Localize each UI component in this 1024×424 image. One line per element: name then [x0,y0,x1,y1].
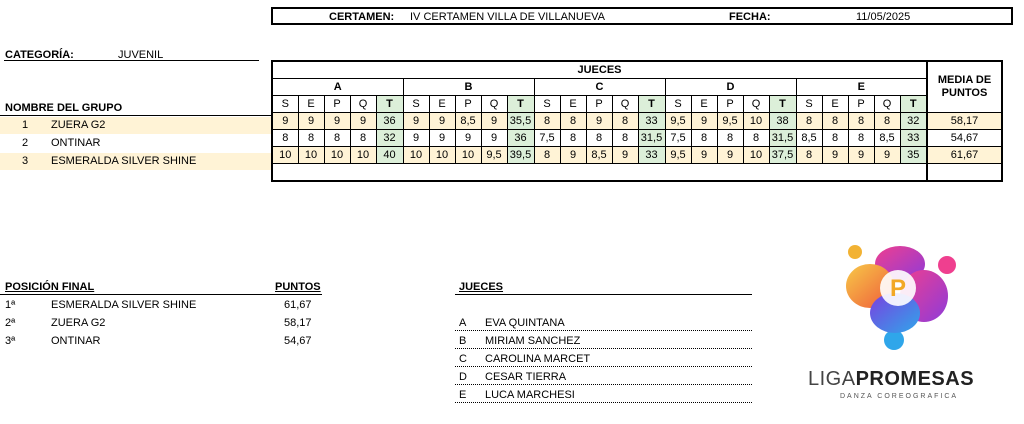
subcolumn-header: Q [874,96,900,113]
score-row [272,113,1002,130]
subcolumn-header: T [769,96,796,113]
judge-entry [455,335,752,349]
score-cell: 8 [586,130,612,147]
group-name: ONTINAR [51,137,101,149]
score-cell: 9 [874,147,900,164]
final-name: ONTINAR [51,335,101,347]
final-pos: 1ª [5,299,16,311]
score-cell: 9 [848,147,874,164]
final-points-title: PUNTOS [275,281,321,293]
score-cell: 9 [586,113,612,130]
score-cell: 10 [403,147,429,164]
final-name: ZUERA G2 [51,317,106,329]
judge-name: MIRIAM SANCHEZ [485,335,581,347]
group-row [0,135,271,152]
judge-name: CAROLINA MARCET [485,353,591,365]
score-cell: 9,5 [665,113,691,130]
score-cell: 9 [481,130,507,147]
subcolumn-header: E [560,96,586,113]
score-cell: 8 [324,130,350,147]
table-footer-spacer [272,164,927,182]
judge-total-cell: 33 [638,113,665,130]
score-cell: 8 [874,113,900,130]
subcolumn-header: E [429,96,455,113]
judge-name: EVA QUINTANA [485,317,565,329]
score-cell: 8,5 [586,147,612,164]
score-cell: 8 [848,130,874,147]
judge-entry [455,317,752,331]
subcolumn-header: T [900,96,927,113]
score-cell: 8 [796,147,822,164]
score-cell: 8 [272,130,298,147]
judge-total-cell: 37,5 [769,147,796,164]
judge-total-cell: 32 [900,113,927,130]
score-cell: 8,5 [455,113,481,130]
judge-entry [455,371,752,385]
score-cell: 7,5 [665,130,691,147]
score-cell: 9,5 [717,113,743,130]
table-footer-spacer [927,164,1002,182]
final-pos: 2ª [5,317,16,329]
score-cell: 10 [298,147,324,164]
score-cell: 9 [455,130,481,147]
score-cell: 8 [612,113,638,130]
judge-column-header: A [272,79,403,96]
judge-entry [455,389,752,403]
final-points: 54,67 [284,335,312,347]
score-cell: 10 [429,147,455,164]
fecha-value: 11/05/2025 [856,11,911,23]
judge-total-cell: 35 [900,147,927,164]
media-header [927,61,1002,113]
score-cell: 9 [429,113,455,130]
judge-total-cell: 31,5 [638,130,665,147]
judge-total-cell: 36 [376,113,403,130]
certamen-label: CERTAMEN: [329,11,395,23]
score-cell: 8 [743,130,769,147]
judge-total-cell: 36 [507,130,534,147]
judge-letter: C [459,353,467,365]
score-cell: 8 [848,113,874,130]
judge-total-cell: 35,5 [507,113,534,130]
judge-name: LUCA MARCHESI [485,389,575,401]
judge-total-cell: 32 [376,130,403,147]
subcolumn-header: S [665,96,691,113]
score-cell: 9 [324,113,350,130]
final-name: ESMERALDA SILVER SHINE [51,299,197,311]
group-row [0,153,271,170]
fecha-label: FECHA: [729,11,771,23]
subcolumn-header: E [298,96,324,113]
score-cell: 10 [743,113,769,130]
scores-table [271,60,1003,182]
final-points: 58,17 [284,317,312,329]
score-cell: 9,5 [665,147,691,164]
score-cell: 8 [560,113,586,130]
judge-letter: B [459,335,467,347]
score-cell: 8 [822,113,848,130]
score-cell: 9 [429,130,455,147]
judge-entry [455,353,752,367]
score-cell: 9 [691,147,717,164]
score-cell: 8,5 [874,130,900,147]
judge-total-cell: 39,5 [507,147,534,164]
jueces-header: JUECES [272,61,927,79]
liga-promesas-logo [800,238,1010,408]
judge-column-header: D [665,79,796,96]
subcolumn-header: S [534,96,560,113]
score-cell: 9 [691,113,717,130]
subcolumn-header: P [455,96,481,113]
judge-letter: A [459,317,467,329]
score-cell: 8 [560,130,586,147]
logo-letter: P [889,275,907,302]
subcolumn-header: T [507,96,534,113]
judges-list-title: JUECES [459,281,504,293]
score-cell: 9 [403,113,429,130]
score-cell: 10 [350,147,376,164]
final-title-rule [0,294,322,295]
final-position-title: POSICIÓN FINAL [5,281,95,293]
score-cell: 7,5 [534,130,560,147]
subcolumn-header: P [717,96,743,113]
score-cell: 9 [481,113,507,130]
logo-brand-light: LIGA [808,368,856,390]
score-cell: 8 [612,130,638,147]
score-cell: 8 [691,130,717,147]
judge-total-cell: 33 [900,130,927,147]
judge-total-cell: 38 [769,113,796,130]
subcolumn-header: Q [612,96,638,113]
subcolumn-header: S [403,96,429,113]
group-name: ZUERA G2 [51,119,106,131]
score-cell: 9 [350,113,376,130]
media-cell: 58,17 [927,113,1002,130]
media-cell: 54,67 [927,130,1002,147]
score-cell: 9 [272,113,298,130]
group-num: 1 [22,119,29,131]
final-points: 61,67 [284,299,312,311]
final-pos: 3ª [5,335,16,347]
judge-letter: D [459,371,467,383]
score-cell: 9 [403,130,429,147]
score-cell: 9 [612,147,638,164]
subcolumn-header: E [822,96,848,113]
judge-column-header: C [534,79,665,96]
subcolumn-header: Q [481,96,507,113]
judge-name: CESAR TIERRA [485,371,567,383]
subcolumn-header: P [586,96,612,113]
score-cell: 9,5 [481,147,507,164]
score-cell: 8 [717,130,743,147]
score-cell: 9 [717,147,743,164]
group-num: 3 [22,155,29,167]
group-name-header: NOMBRE DEL GRUPO [5,102,123,114]
score-cell: 8 [350,130,376,147]
judge-column-header: B [403,79,534,96]
score-cell: 8 [822,130,848,147]
subcolumn-header: P [324,96,350,113]
score-cell: 8 [298,130,324,147]
score-cell: 9 [298,113,324,130]
logo-brand-bold: PROMESAS [855,368,975,390]
score-cell: 10 [324,147,350,164]
score-cell: 8 [796,113,822,130]
score-cell: 10 [743,147,769,164]
judge-total-cell: 33 [638,147,665,164]
judge-letter: E [459,389,467,401]
media-header-line2: PUNTOS [941,87,988,99]
subcolumn-header: T [638,96,665,113]
category-value: JUVENIL [118,49,164,61]
judge-total-cell: 31,5 [769,130,796,147]
category-label: CATEGORÍA: [5,49,74,61]
score-row [272,130,1002,147]
media-cell: 61,67 [927,147,1002,164]
group-row [0,117,271,134]
score-cell: 9 [560,147,586,164]
judges-title-rule [455,294,752,295]
score-cell: 8 [534,113,560,130]
score-cell: 10 [455,147,481,164]
category-underline [4,60,259,61]
logo-wordmark [808,368,974,391]
subcolumn-header: P [848,96,874,113]
subcolumn-header: E [691,96,717,113]
subcolumn-header: Q [743,96,769,113]
score-cell: 8 [534,147,560,164]
score-cell: 9 [822,147,848,164]
group-name: ESMERALDA SILVER SHINE [51,155,197,167]
media-header-line1: MEDIA DE [937,74,992,86]
subcolumn-header: T [376,96,403,113]
score-row [272,147,1002,164]
logo-tagline: DANZA COREOGRAFICA [840,393,959,400]
group-header-rule [0,115,271,116]
logo-mark-icon [800,238,1010,368]
judge-column-header: E [796,79,927,96]
subcolumn-header: S [796,96,822,113]
subcolumn-header: S [272,96,298,113]
group-num: 2 [22,137,29,149]
header-bar [271,7,1013,25]
judge-total-cell: 40 [376,147,403,164]
score-cell: 8,5 [796,130,822,147]
score-cell: 10 [272,147,298,164]
certamen-value: IV CERTAMEN VILLA DE VILLANUEVA [410,11,606,23]
subcolumn-header: Q [350,96,376,113]
